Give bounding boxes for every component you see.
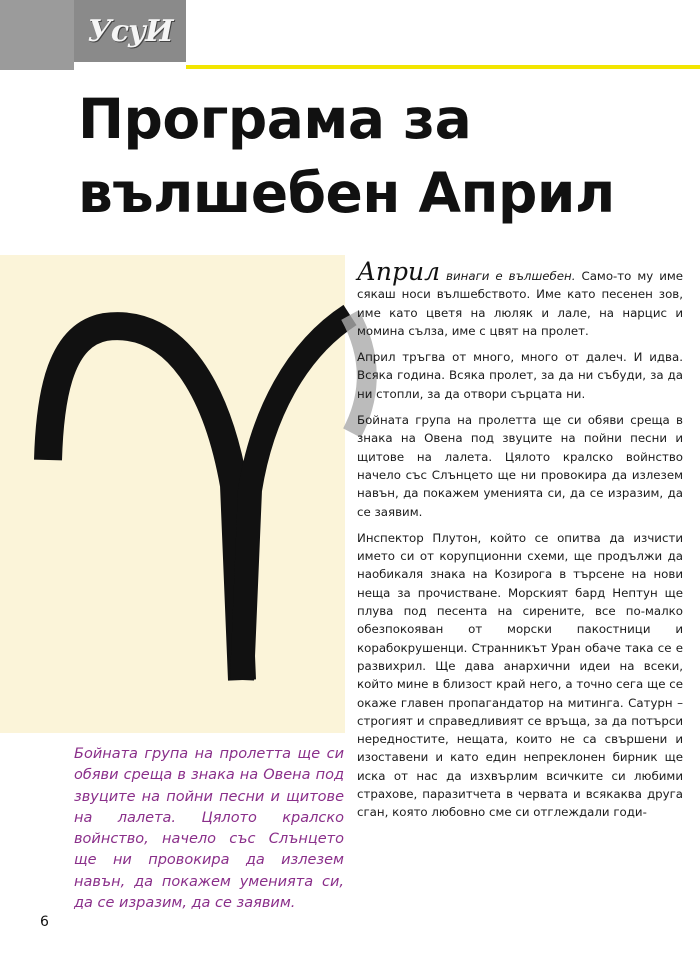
page-title [78,82,615,230]
title-line-1: Програма за [78,87,472,151]
lead-in: винаги е вълшебен. [446,269,576,283]
magazine-logo [74,0,186,62]
paragraph-2: Април тръгва от много, много от далеч. И идва. Всяка година. Всяка пролет, за да ни събуди, за да ни стопли, за да отвори сърцата ни. [357,350,683,401]
page-number: 6 [40,914,49,930]
header-gray-block [0,0,74,70]
paragraph-1-text: Само-то му име сякаш носи вълшебството. Име като песенен зов, име като цветя на люляк и лале, на нарцис и момина сълза, име с цвят на пролет. [357,269,684,338]
header-rule [186,65,700,69]
title-line-2: вълшебен Април [78,161,615,225]
paragraph-3: Бойната група на пролетта ще си обяви среща в знака на Овена под звуците на пойни песни и щитове на лалета. Цялото кралско войнство начело със Слънцето ще ни провокира да излезем навън, да покажем уменията си, да се изразим, да се заявим. [357,413,683,519]
drop-word: Април [357,257,441,286]
logo-text: УсуИ [87,13,173,49]
article-body [357,257,684,830]
pull-quote: Бойната група на пролетта ще си обяви среща в знака на Овена под звуците на пойни песни и щитове на лалета. Цялото кралско войнство, начело със Слънцето ще ни провокира да излезем навън, да покажем уменията си, да се изразим, да се заявим. [74,746,344,912]
paragraph-4: Инспектор Плутон, който се опитва да изчисти името си от корупционни схеми, ще продължи да наобикаля знака на Козирога в търсене на нови неща за прочистване. Морският бард Нептун ще плува под песента на сирените, все по-малко обезпокояван от морски пакостници и корабокрушенци. Странникът Уран обаче така се е развихрил. Ще дава анархични идеи на всеки, който мине в близост край него, а точно сега ще се окаже главен пропагандатор на митинга. Сатурн – строгият и справедливият се връща, за да потърси нередностите, нещата, които не са свършени и изоставени и като един непреклонен бирник ще иска от нас да изхвърлим всичките си любими страхове, паразитчета в червата и всякаква друга сган, която любовно сме си отглеждали годи- [357,530,683,820]
paragraph-1 [357,257,684,340]
aries-glyph-icon [0,255,400,735]
